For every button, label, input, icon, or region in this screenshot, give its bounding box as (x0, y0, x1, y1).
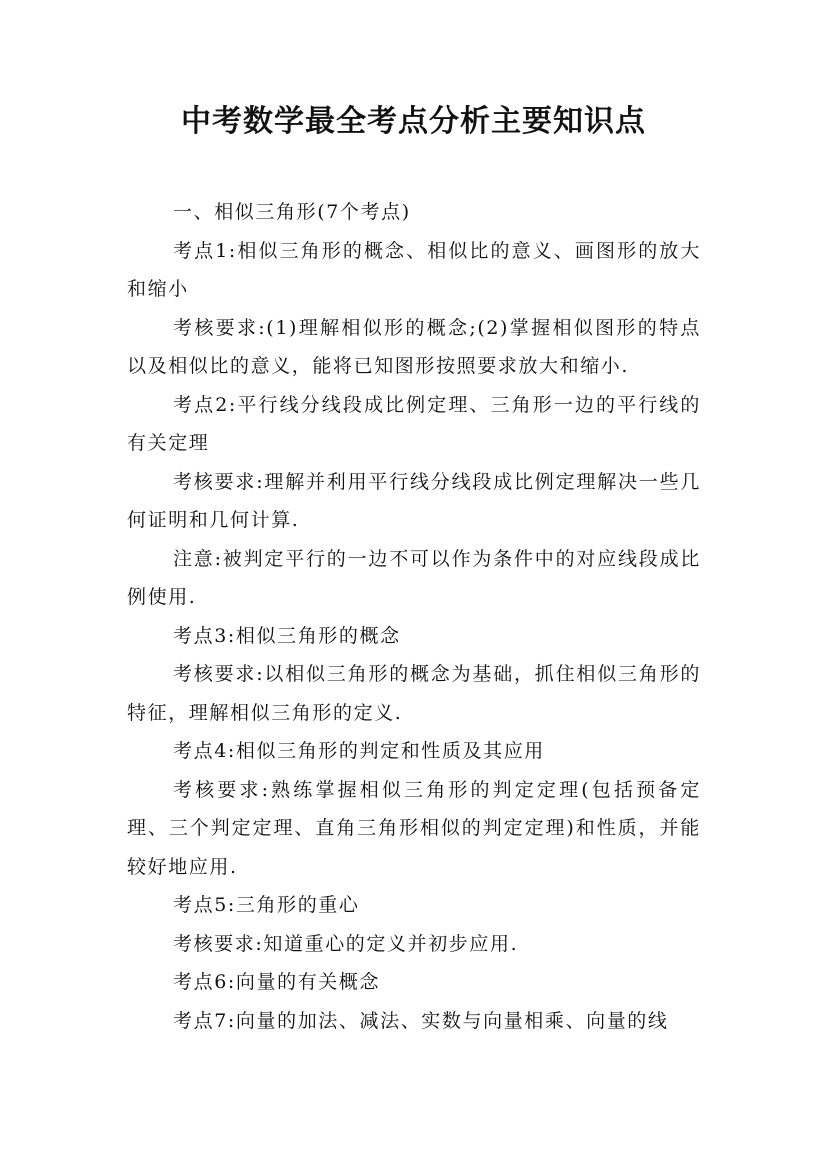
exam-point-3: 考点3:相似三角形的概念 (173, 624, 401, 647)
exam-point-7: 考点7:向量的加法、减法、实数与向量相乘、向量的线 (173, 1009, 669, 1032)
section-heading: 一、相似三角形(7个考点) (173, 201, 411, 223)
exam-point-4: 考点4:相似三角形的判定和性质及其应用 (173, 740, 545, 762)
requirement-5: 考核要求:知道重心的定义并初步应用. (173, 932, 519, 955)
requirement-3: 考核要求:以相似三角形的概念为基础，抓住相似三角形的特征，理解相似三角形的定义. (127, 663, 701, 724)
requirement-1: 考核要求:(1)理解相似形的概念;(2)掌握相似图形的特点以及相似比的意义，能将已知图形按照要求放大和缩小. (127, 316, 701, 377)
exam-point-2: 考点2:平行线分线段成比例定理、三角形一边的平行线的有关定理 (127, 393, 701, 454)
note-2: 注意:被判定平行的一边不可以作为条件中的对应线段成比例使用. (127, 547, 701, 608)
document-title: 中考数学最全考点分析主要知识点 (181, 104, 646, 139)
exam-point-5: 考点5:三角形的重心 (173, 894, 360, 916)
exam-point-6: 考点6:向量的有关概念 (173, 971, 381, 993)
document-body (127, 193, 701, 1040)
requirement-2: 考核要求:理解并利用平行线分线段成比例定理解决一些几何证明和几何计算. (127, 470, 701, 531)
exam-point-1: 考点1:相似三角形的概念、相似比的意义、画图形的放大和缩小 (127, 239, 701, 300)
requirement-4: 考核要求:熟练掌握相似三角形的判定定理(包括预备定理、三个判定定理、直角三角形相似的判定定理)和性质，并能较好地应用. (127, 778, 701, 878)
